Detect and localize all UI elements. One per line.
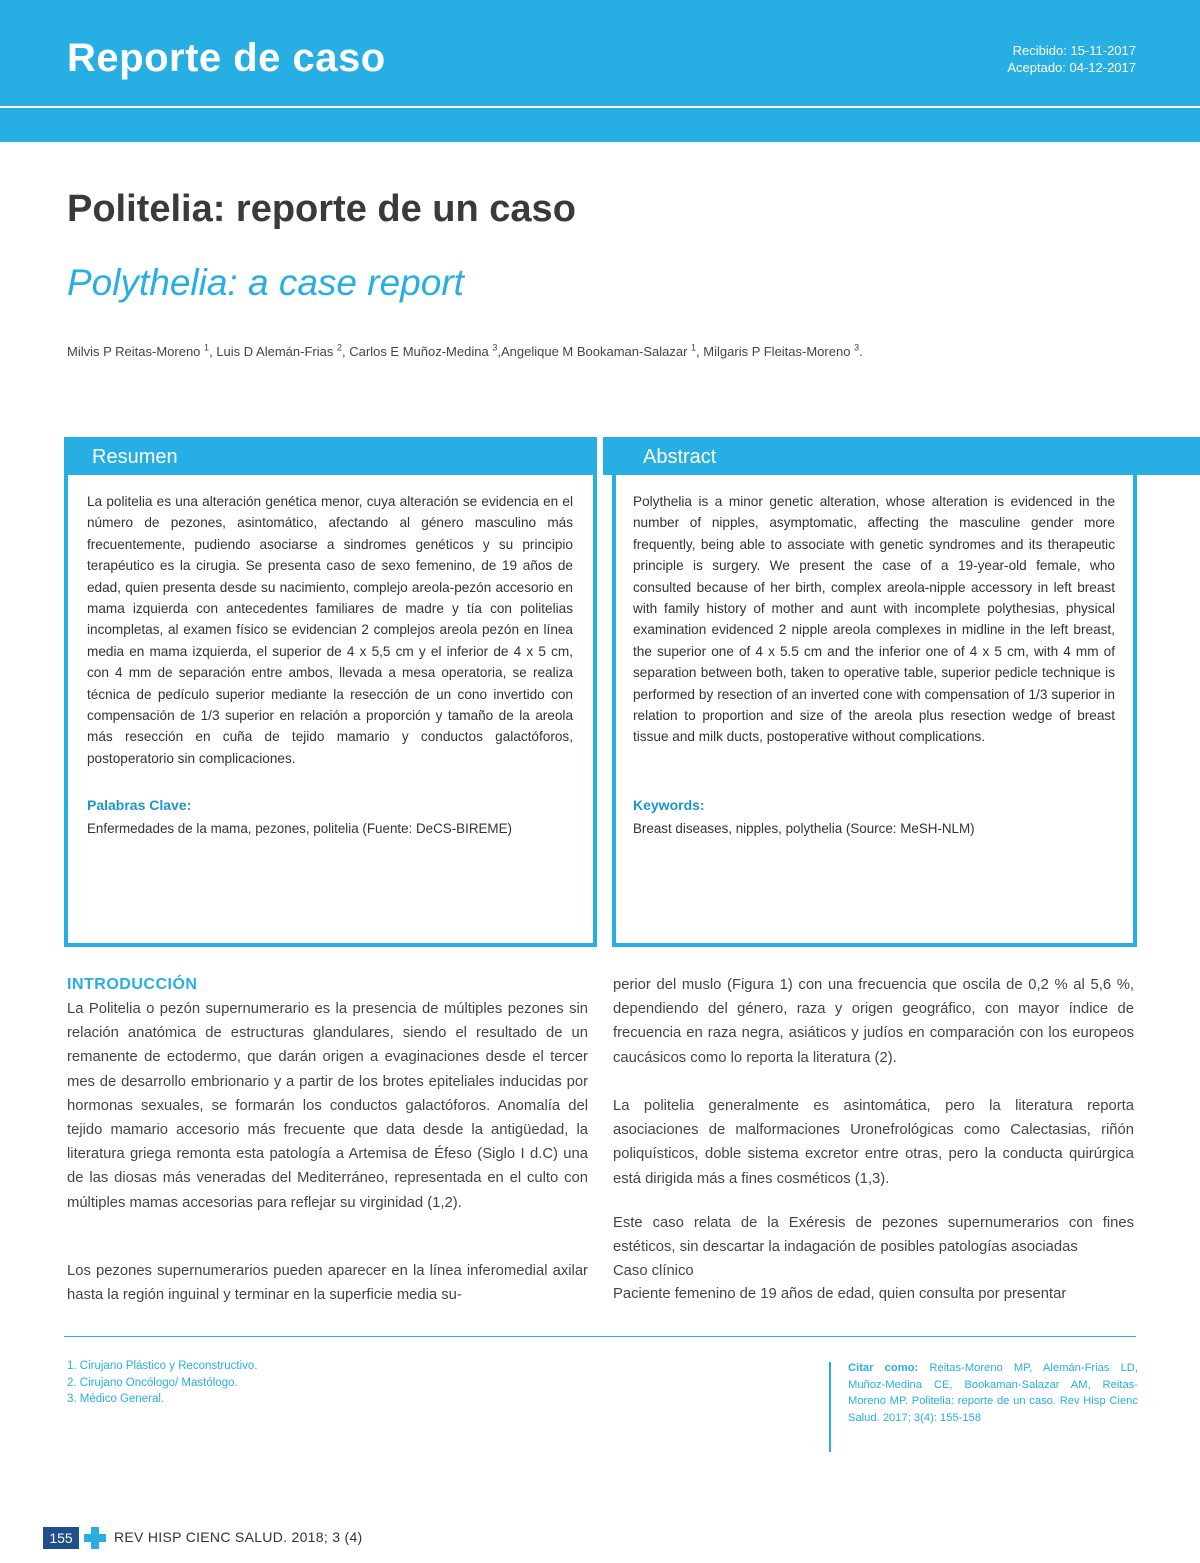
author: Luis D Alemán-Frias $^2$, (216, 343, 346, 360)
right-paragraph-2: La politelia generalmente es asintomática, pero la literatura reporta asociaciones de malformaciones Uronefrológicas como Calectasias, riñón poliquísticos, doble sistema excretor entre otras, pero la conducta quirúrgica está dirigida más a fines cosméticos (1,3). (613, 1098, 1134, 1187)
author: Milgaris P Fleitas-Moreno $^3$. (703, 343, 863, 360)
footnote: 3. Médico General. (67, 1393, 165, 1405)
abstract-text: Polythelia is a minor genetic alteration, whose alteration is evidenced in the number of nipples, asymptomatic, affecting the masculine gender more frequently, being able to associate with genetic syndromes and its therapeutic principle is surgery. We present the case of a 19-year-old female, who consulted because of her birth, complex areola-nipple accessory in left breast with family history of mother and aunt with incomplete polythesias, physical examination evidenced 2 nipple areola complexes in midline in the left breast, the superior one of 4 x 5.5 cm and the inferior one of 4 x 5 cm, with 4 mm of separation between both, taken to operative table, superior pedicle technique is performed by resection of an inverted cone with compensation of 1/3 superior in relation to proportion and size of the areola plus resection wedge of breast tissue and milk ducts, postoperative without complications. (633, 494, 1115, 745)
right-paragraph-5: Paciente femenino de 19 años de edad, quien consulta por presentar (613, 1286, 1067, 1302)
received-date: Recibido: 15-11-2017 (1012, 43, 1136, 58)
abstract-keywords-label: Keywords: (633, 797, 705, 813)
cross-icon (84, 1527, 106, 1549)
resumen-heading: Resumen (64, 437, 597, 475)
resumen-text: La politelia es una alteración genética menor, cuya alteración se evidencia en el número de pezones, asintomático, afectando al género masculino más frecuentemente, pudiendo asociarse a sindromes genéticos y su principio terapéutico es la cirugia. Se presenta caso de sexo femenino, de 19 años de edad, quien presenta desde su nacimiento, complejo areola-pezón accesorio en mama izquierda con antecedentes familiares de madre y tía con politelias incompletas, al examen físico se evidencian 2 complejos areola pezón en línea media en mama izquierda, el superior de 4 x 5,5 cm y el inferior de 4 x 5 cm, con 4 mm de separación entre ambos, llevada a mesa operatoria, se realiza técnica de pedículo superior mediante la resección de un cono invertido con compensación de 1/3 superior en relación a proporción y tamaño de la areola más resección en cuña de tejido mamario y conductos galactóforos, postoperatorio sin complicaciones. (87, 494, 573, 766)
right-paragraph-1: perior del muslo (Figura 1) con una frecuencia que oscila de 0,2 % al 5,6 %, dependiendo del género, raza y origen geográfico, con mayor índice de frecuencia en raza negra, asiáticos y judíos en comparación con los europeos caucásicos como lo reporta la literatura (2). (613, 977, 1134, 1066)
footnote: 2. Cirujano Oncólogo/ Mastólogo. (67, 1376, 238, 1389)
author: Milvis P Reitas-Moreno $^1$, (67, 343, 213, 360)
citation-text: Reitas-Moreno MP, Alemán-Frias LD, Muñoz-Medina CE, Bookaman-Salazar AM, Reitas-Moreno MP. Politelia: reporte de un caso. Rev Hisp Cienc Salud. 2017; 3(4): 155-158 (848, 1362, 1138, 1424)
article-subtitle: Polythelia: a case report (67, 262, 464, 303)
dates (1007, 42, 1136, 76)
resumen-keywords-label: Palabras Clave: (87, 797, 192, 813)
author-list (67, 343, 1167, 359)
citation-rule (829, 1362, 831, 1452)
footnote-rule (64, 1336, 1136, 1337)
abstract-keywords: Breast diseases, nipples, polythelia (Source: MeSH-NLM) (633, 821, 975, 836)
header-strip (0, 106, 1200, 142)
left-paragraph-2: Los pezones supernumerarios pueden aparecer en la línea inferomedial axilar hasta la región inguinal y terminar en la superficie media su- (67, 1263, 588, 1304)
case-heading: Caso clínico (613, 1263, 694, 1279)
author: Angelique M Bookaman-Salazar $^1$, (500, 343, 700, 360)
intro-heading: INTRODUCCIÓN (67, 976, 198, 993)
footnote: 1. Cirujano Plástico y Reconstructivo. (67, 1360, 258, 1372)
section-label: Reporte de caso (67, 36, 386, 80)
accepted-date: Aceptado: 04-12-2017 (1007, 60, 1136, 75)
citation-label: Citar como: (848, 1362, 919, 1374)
affiliation-footnotes (67, 1358, 257, 1408)
journal-reference: REV HISP CIENC SALUD. 2018; 3 (4) (114, 1529, 363, 1545)
citation (848, 1360, 1138, 1426)
abstract-heading: Abstract (603, 437, 1200, 475)
author: Carlos E Muñoz-Medina $^3$, (349, 343, 501, 360)
resumen-keywords: Enfermedades de la mama, pezones, politelia (Fuente: DeCS-BIREME) (87, 821, 512, 836)
article-title: Politelia: reporte de un caso (67, 188, 576, 230)
right-paragraph-3: Este caso relata de la Exéresis de pezones supernumerarios con fines estéticos, sin descartar la indagación de posibles patologías asociadas (613, 1215, 1134, 1256)
page-number: 155 (43, 1527, 79, 1549)
left-paragraph-1: La Politelia o pezón supernumerario es la presencia de múltiples pezones sin relación anatómica de estructuras glandulares, siendo el resultado de un remanente de ectodermo, que darán origen a evaginaciones desde el tercer mes de desarrollo embrionario y a partir de los brotes epiteliales inducidas por hormonas sexuales, se formarán los conductos galactóforos. Anomalía del tejido mamario accesorio más frecuente que data desde la antigüedad, la literatura griega remonta esta patología a Artemisa de Éfeso (Siglo I d.C) una de las diosas más veneradas del Mediterráneo, representada en el culto con múltiples mamas accesorias para reflejar su virginidad (1,2). (67, 1001, 588, 1211)
